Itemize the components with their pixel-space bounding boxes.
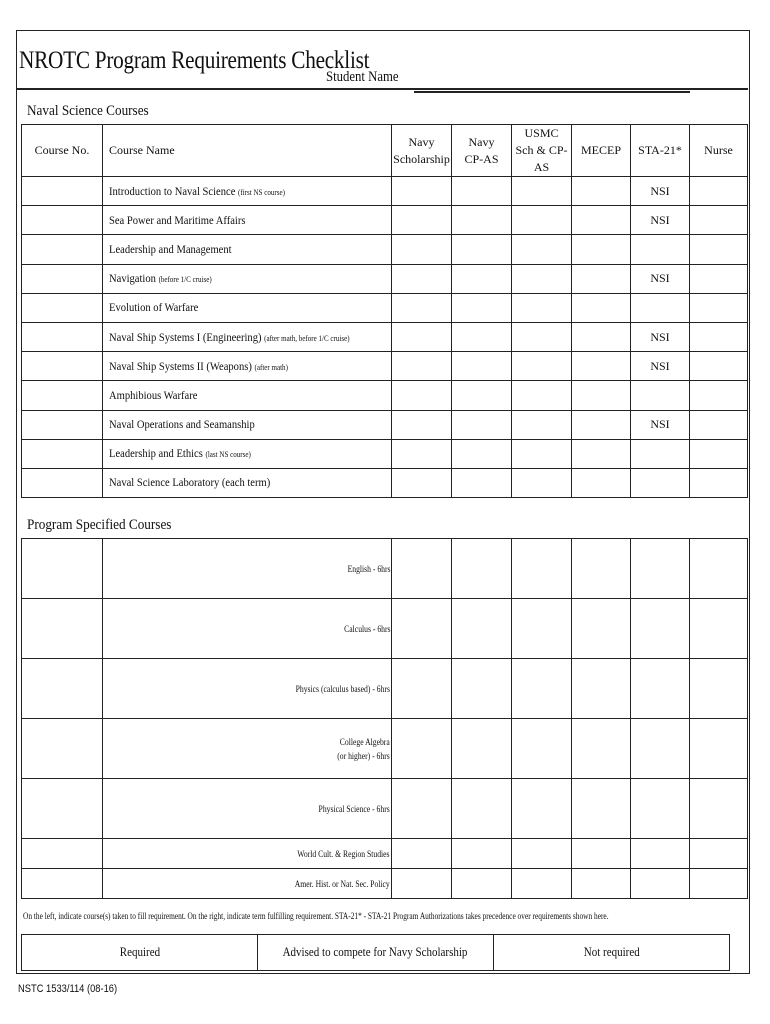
- nurse-cell[interactable]: [690, 322, 748, 351]
- usmc-cell[interactable]: [512, 381, 572, 410]
- sta21-cell[interactable]: NSI: [631, 264, 690, 293]
- naval-course-row: [22, 322, 748, 351]
- sta21-cell[interactable]: NSI: [631, 322, 690, 351]
- program-term-cell[interactable]: [631, 539, 690, 599]
- usmc-cell[interactable]: [512, 439, 572, 468]
- nurse-cell[interactable]: [690, 439, 748, 468]
- title-row: [19, 41, 747, 85]
- course-no-cell[interactable]: [22, 264, 103, 293]
- course-note: (after math, before 1/C cruise): [264, 333, 350, 343]
- legend-advised: [258, 935, 494, 971]
- nurse-cell[interactable]: [690, 264, 748, 293]
- mecep-cell[interactable]: [572, 322, 631, 351]
- program-term-cell[interactable]: [572, 659, 631, 719]
- course-note: (before 1/C cruise): [158, 275, 212, 285]
- header-course-name: Course Name: [103, 125, 392, 177]
- navy-scholarship-cell[interactable]: [392, 381, 452, 410]
- program-term-cell[interactable]: [452, 719, 512, 779]
- program-courses-table: [21, 538, 748, 899]
- program-term-cell[interactable]: [452, 839, 512, 869]
- header-navy-cpas: [452, 125, 512, 177]
- course-name: Navigation: [109, 271, 156, 286]
- program-table-body: [22, 539, 748, 899]
- program-term-cell[interactable]: [512, 869, 572, 899]
- course-note: (last NS course): [205, 450, 251, 460]
- navy-scholarship-cell[interactable]: [392, 264, 452, 293]
- sta21-cell[interactable]: NSI: [631, 206, 690, 235]
- program-term-cell[interactable]: [392, 539, 452, 599]
- naval-course-row: [22, 468, 748, 497]
- header-usmc: [512, 125, 572, 177]
- mecep-cell[interactable]: [572, 177, 631, 206]
- footnote: On the left, indicate course(s) taken to fill requirement. On the right, indicate term fulfilling requirement. STA-21* - STA-21 Program Authorizations takes precedence over requirements shown here.: [23, 911, 609, 921]
- header-course-no: Course No.: [22, 125, 103, 177]
- program-courses-heading: Program Specified Courses: [27, 517, 172, 533]
- navy-cpas-cell[interactable]: [452, 410, 512, 439]
- naval-table-body: [22, 177, 748, 498]
- usmc-cell[interactable]: [512, 206, 572, 235]
- requirement-line1: World Cult. & Region Studies: [297, 848, 390, 859]
- navy-cpas-cell[interactable]: [452, 293, 512, 322]
- program-term-cell[interactable]: [392, 779, 452, 839]
- program-requirement-cell: [103, 869, 392, 899]
- legend-not-required-label: Not required: [583, 945, 640, 959]
- requirement-line1: Calculus - 6hrs: [343, 623, 390, 634]
- navy-scholarship-cell[interactable]: [392, 322, 452, 351]
- navy-scholarship-cell[interactable]: [392, 439, 452, 468]
- program-term-cell[interactable]: [690, 599, 748, 659]
- navy-cpas-cell[interactable]: [452, 322, 512, 351]
- course-name-cell: [103, 439, 392, 468]
- program-term-cell[interactable]: [392, 599, 452, 659]
- program-term-cell[interactable]: [572, 869, 631, 899]
- requirement-line1: Physical Science - 6hrs: [318, 803, 390, 814]
- legend-row: [22, 935, 730, 971]
- course-no-cell[interactable]: [22, 468, 103, 497]
- program-course-row: [22, 719, 748, 779]
- mecep-cell[interactable]: [572, 235, 631, 264]
- header-navy-sch-l2: Scholarship: [393, 151, 450, 166]
- course-no-cell[interactable]: [22, 410, 103, 439]
- header-usmc-l2: Sch & CP-AS: [515, 143, 568, 174]
- naval-science-heading: Naval Science Courses: [27, 103, 149, 119]
- naval-course-row: [22, 264, 748, 293]
- requirement-line1: College Algebra: [340, 736, 390, 747]
- program-term-cell[interactable]: [452, 659, 512, 719]
- sta21-cell[interactable]: [631, 439, 690, 468]
- program-term-cell[interactable]: [572, 779, 631, 839]
- title-divider: [17, 88, 748, 90]
- course-name: Leadership and Management: [109, 241, 232, 256]
- naval-course-row: [22, 293, 748, 322]
- sta21-cell[interactable]: [631, 381, 690, 410]
- naval-course-row: [22, 381, 748, 410]
- program-term-cell[interactable]: [690, 659, 748, 719]
- navy-scholarship-cell[interactable]: [392, 410, 452, 439]
- naval-course-row: [22, 206, 748, 235]
- program-requirement-cell: [103, 599, 392, 659]
- naval-header-row: [22, 125, 748, 177]
- course-name-cell: [103, 381, 392, 410]
- program-course-row: [22, 539, 748, 599]
- program-term-cell[interactable]: [631, 719, 690, 779]
- header-mecep: MECEP: [572, 125, 631, 177]
- header-navy-cpas-l1: Navy: [468, 134, 495, 149]
- program-term-cell[interactable]: [392, 659, 452, 719]
- course-no-cell[interactable]: [22, 293, 103, 322]
- naval-course-row: [22, 410, 748, 439]
- course-name: Naval Ship Systems II (Weapons): [109, 358, 252, 373]
- navy-scholarship-cell[interactable]: [392, 352, 452, 381]
- program-term-cell[interactable]: [392, 869, 452, 899]
- program-term-cell[interactable]: [631, 869, 690, 899]
- program-course-row: [22, 869, 748, 899]
- legend-not-required: [494, 935, 730, 971]
- mecep-cell[interactable]: [572, 439, 631, 468]
- program-course-taken-cell[interactable]: [22, 599, 103, 659]
- program-term-cell[interactable]: [452, 869, 512, 899]
- program-requirement-cell: [103, 659, 392, 719]
- naval-course-row: [22, 439, 748, 468]
- program-course-row: [22, 839, 748, 869]
- nurse-cell[interactable]: [690, 177, 748, 206]
- program-term-cell[interactable]: [512, 839, 572, 869]
- nurse-cell[interactable]: [690, 468, 748, 497]
- form-title: NROTC Program Requirements Checklist: [19, 47, 370, 74]
- program-term-cell[interactable]: [631, 779, 690, 839]
- legend-advised-label: Advised to compete for Navy Scholarship: [283, 945, 468, 959]
- legend-required: [22, 935, 258, 971]
- navy-scholarship-cell[interactable]: [392, 468, 452, 497]
- course-name-cell: [103, 293, 392, 322]
- requirement-line2: (or higher) - 6hrs: [337, 750, 390, 761]
- program-term-cell[interactable]: [690, 839, 748, 869]
- course-no-cell[interactable]: [22, 439, 103, 468]
- program-term-cell[interactable]: [452, 539, 512, 599]
- navy-scholarship-cell[interactable]: [392, 206, 452, 235]
- requirement-line1: Amer. Hist. or Nat. Sec. Policy: [295, 878, 390, 889]
- checklist-form: [16, 30, 750, 974]
- student-name-field[interactable]: [414, 91, 690, 93]
- usmc-cell[interactable]: [512, 410, 572, 439]
- usmc-cell[interactable]: [512, 322, 572, 351]
- program-term-cell[interactable]: [512, 779, 572, 839]
- navy-cpas-cell[interactable]: [452, 381, 512, 410]
- legend-table: [21, 934, 730, 971]
- program-term-cell[interactable]: [631, 659, 690, 719]
- course-name: Introduction to Naval Science: [109, 183, 236, 198]
- navy-scholarship-cell[interactable]: [392, 293, 452, 322]
- program-term-cell[interactable]: [452, 779, 512, 839]
- course-name: Naval Operations and Seamanship: [109, 417, 255, 432]
- navy-scholarship-cell[interactable]: [392, 177, 452, 206]
- header-sta21: STA-21*: [631, 125, 690, 177]
- mecep-cell[interactable]: [572, 410, 631, 439]
- mecep-cell[interactable]: [572, 293, 631, 322]
- program-requirement-cell: [103, 719, 392, 779]
- navy-cpas-cell[interactable]: [452, 264, 512, 293]
- course-name: Naval Science Laboratory (each term): [109, 475, 271, 490]
- mecep-cell[interactable]: [572, 352, 631, 381]
- program-course-row: [22, 779, 748, 839]
- course-name: Evolution of Warfare: [109, 300, 199, 315]
- navy-cpas-cell[interactable]: [452, 177, 512, 206]
- form-number: NSTC 1533/114 (08-16): [18, 983, 118, 995]
- requirement-line1: Physics (calculus based) - 6hrs: [295, 683, 390, 694]
- program-requirement-cell: [103, 839, 392, 869]
- program-term-cell[interactable]: [512, 659, 572, 719]
- program-requirement-cell: [103, 539, 392, 599]
- course-name-cell: [103, 468, 392, 497]
- course-name: Leadership and Ethics: [109, 446, 203, 461]
- navy-cpas-cell[interactable]: [452, 468, 512, 497]
- sta21-cell[interactable]: NSI: [631, 177, 690, 206]
- program-term-cell[interactable]: [572, 839, 631, 869]
- course-name: Sea Power and Maritime Affairs: [109, 212, 246, 227]
- student-name-label: Student Name: [326, 69, 399, 85]
- course-no-cell[interactable]: [22, 352, 103, 381]
- sta21-cell[interactable]: [631, 468, 690, 497]
- sta21-cell[interactable]: NSI: [631, 410, 690, 439]
- program-requirement-cell: [103, 779, 392, 839]
- program-course-taken-cell[interactable]: [22, 659, 103, 719]
- program-term-cell[interactable]: [690, 869, 748, 899]
- program-term-cell[interactable]: [690, 779, 748, 839]
- navy-scholarship-cell[interactable]: [392, 235, 452, 264]
- program-term-cell[interactable]: [572, 719, 631, 779]
- program-term-cell[interactable]: [512, 539, 572, 599]
- program-term-cell[interactable]: [572, 599, 631, 659]
- header-nurse: Nurse: [690, 125, 748, 177]
- course-no-cell[interactable]: [22, 235, 103, 264]
- course-no-cell[interactable]: [22, 322, 103, 351]
- sta21-cell[interactable]: [631, 235, 690, 264]
- program-term-cell[interactable]: [512, 719, 572, 779]
- navy-cpas-cell[interactable]: [452, 352, 512, 381]
- course-name-cell: [103, 206, 392, 235]
- course-no-cell[interactable]: [22, 381, 103, 410]
- program-course-row: [22, 599, 748, 659]
- course-name-cell: [103, 264, 392, 293]
- program-term-cell[interactable]: [631, 599, 690, 659]
- program-course-taken-cell[interactable]: [22, 779, 103, 839]
- course-name-cell: [103, 177, 392, 206]
- program-term-cell[interactable]: [631, 839, 690, 869]
- usmc-cell[interactable]: [512, 352, 572, 381]
- program-course-taken-cell[interactable]: [22, 839, 103, 869]
- header-navy-scholarship: [392, 125, 452, 177]
- mecep-cell[interactable]: [572, 381, 631, 410]
- course-name-cell: [103, 352, 392, 381]
- course-name: Amphibious Warfare: [109, 387, 198, 402]
- nurse-cell[interactable]: [690, 381, 748, 410]
- naval-science-table: [21, 124, 748, 498]
- course-no-cell[interactable]: [22, 206, 103, 235]
- course-note: (first NS course): [238, 187, 285, 197]
- naval-course-row: [22, 235, 748, 264]
- program-term-cell[interactable]: [392, 719, 452, 779]
- navy-cpas-cell[interactable]: [452, 235, 512, 264]
- program-term-cell[interactable]: [690, 539, 748, 599]
- naval-course-row: [22, 352, 748, 381]
- sta21-cell[interactable]: NSI: [631, 352, 690, 381]
- navy-cpas-cell[interactable]: [452, 439, 512, 468]
- nurse-cell[interactable]: [690, 410, 748, 439]
- naval-course-row: [22, 177, 748, 206]
- usmc-cell[interactable]: [512, 177, 572, 206]
- program-term-cell[interactable]: [690, 719, 748, 779]
- nurse-cell[interactable]: [690, 235, 748, 264]
- program-term-cell[interactable]: [572, 539, 631, 599]
- course-name-cell: [103, 410, 392, 439]
- program-course-row: [22, 659, 748, 719]
- mecep-cell[interactable]: [572, 468, 631, 497]
- program-course-taken-cell[interactable]: [22, 869, 103, 899]
- sta21-cell[interactable]: [631, 293, 690, 322]
- usmc-cell[interactable]: [512, 235, 572, 264]
- program-term-cell[interactable]: [512, 599, 572, 659]
- course-note: (after math): [254, 362, 288, 372]
- nurse-cell[interactable]: [690, 206, 748, 235]
- course-name-cell: [103, 322, 392, 351]
- course-name-cell: [103, 235, 392, 264]
- usmc-cell[interactable]: [512, 468, 572, 497]
- header-usmc-l1: USMC: [524, 126, 559, 140]
- program-term-cell[interactable]: [452, 599, 512, 659]
- program-course-taken-cell[interactable]: [22, 539, 103, 599]
- program-term-cell[interactable]: [392, 839, 452, 869]
- mecep-cell[interactable]: [572, 206, 631, 235]
- course-name: Naval Ship Systems I (Engineering): [109, 329, 262, 344]
- course-no-cell[interactable]: [22, 177, 103, 206]
- usmc-cell[interactable]: [512, 264, 572, 293]
- program-course-taken-cell[interactable]: [22, 719, 103, 779]
- header-navy-cpas-l2: CP-AS: [464, 151, 499, 166]
- requirement-line1: English - 6hrs: [347, 563, 390, 574]
- usmc-cell[interactable]: [512, 293, 572, 322]
- nurse-cell[interactable]: [690, 293, 748, 322]
- header-navy-sch-l1: Navy: [408, 134, 435, 149]
- nurse-cell[interactable]: [690, 352, 748, 381]
- navy-cpas-cell[interactable]: [452, 206, 512, 235]
- legend-required-label: Required: [119, 945, 160, 959]
- mecep-cell[interactable]: [572, 264, 631, 293]
